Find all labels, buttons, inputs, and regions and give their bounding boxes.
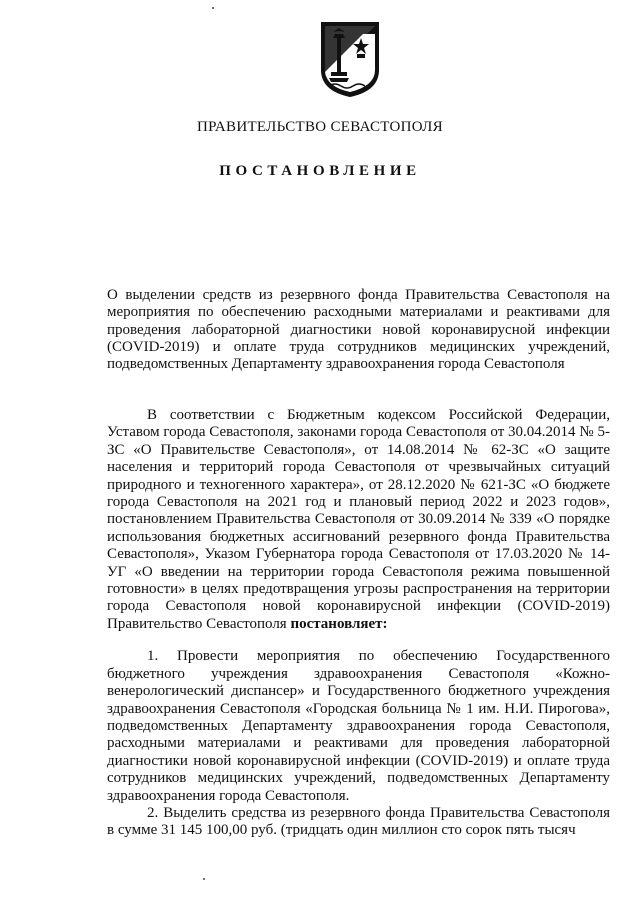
document-type-title: ПОСТАНОВЛЕНИЕ [219, 163, 421, 179]
preamble-paragraph [107, 407, 610, 633]
list-item: 2. Выделить средства из резервного фонда Правительства Севастополя в сумме 31 145 100,00 руб. (тридцать один миллион сто сорок пять тысяч [107, 804, 610, 839]
paragraph-spacer [107, 633, 610, 648]
list-item: 1. Провести мероприятия по обеспечению Государственного бюджетного учреждения здравоохранения Севастополя «Кожно-венерологический диспансер» и Государственного бюджетного учреждения здравоохранения Севастополя «Городская больница № 1 им. Н.И. Пирогова», подведомственных Департаменту здравоохранения города Севастополя, расходными материалами и реактивами для проведения лабораторной диагностики новой коронавирусной инфекции (COVID-2019) и оплате труда сотрудников медицинских учреждений, подведомственных Департаменту здравоохранения города Севастополя. [107, 648, 610, 804]
document-body [107, 407, 610, 840]
preamble-text: В соответствии с Бюджетным кодексом Российской Федерации, Уставом города Севастополя, законами города Севастополя от 30.04.2014 № 5-ЗС «О Правительстве Севастополя», от 14.08.2014 № 62-ЗС «О защите населения и территорий города Севастополя от чрезвычайных ситуаций природного и техногенного характера», от 28.12.2020 № 621-ЗС «О бюджете города Севастополя на 2021 год и плановый период 2022 и 2023 годов», постановлением Правительства Севастополя от 30.09.2014 № 339 «О порядке использования бюджетных ассигнований резервного фонда Правительства Севастополя», Указом Губернатора города Севастополя от 17.03.2020 № 14-УГ «О введении на территории города Севастополя режима повышенной готовности» в целях предотвращения угрозы распространения на территории города Севастополя новой коронавирусной инфекции (COVID-2019) Правительство Севастополя [107, 407, 610, 632]
resolves-word: постановляет: [290, 615, 388, 632]
document-subject: О выделении средств из резервного фонда Правительства Севастополя на мероприятия по обеспечению расходными материалами и реактивами для проведения лабораторной диагностики новой коронавирусной инфекции (COVID-2019) и оплате труда сотрудников медицинских учреждений, подведомственных Департаменту здравоохранения города Севастополя [107, 287, 610, 373]
scan-speck [212, 7, 214, 9]
scan-speck [203, 878, 205, 880]
government-name: ПРАВИТЕЛЬСТВО СЕВАСТОПОЛЯ [197, 119, 443, 135]
sevastopol-coat-of-arms-icon [319, 20, 381, 98]
